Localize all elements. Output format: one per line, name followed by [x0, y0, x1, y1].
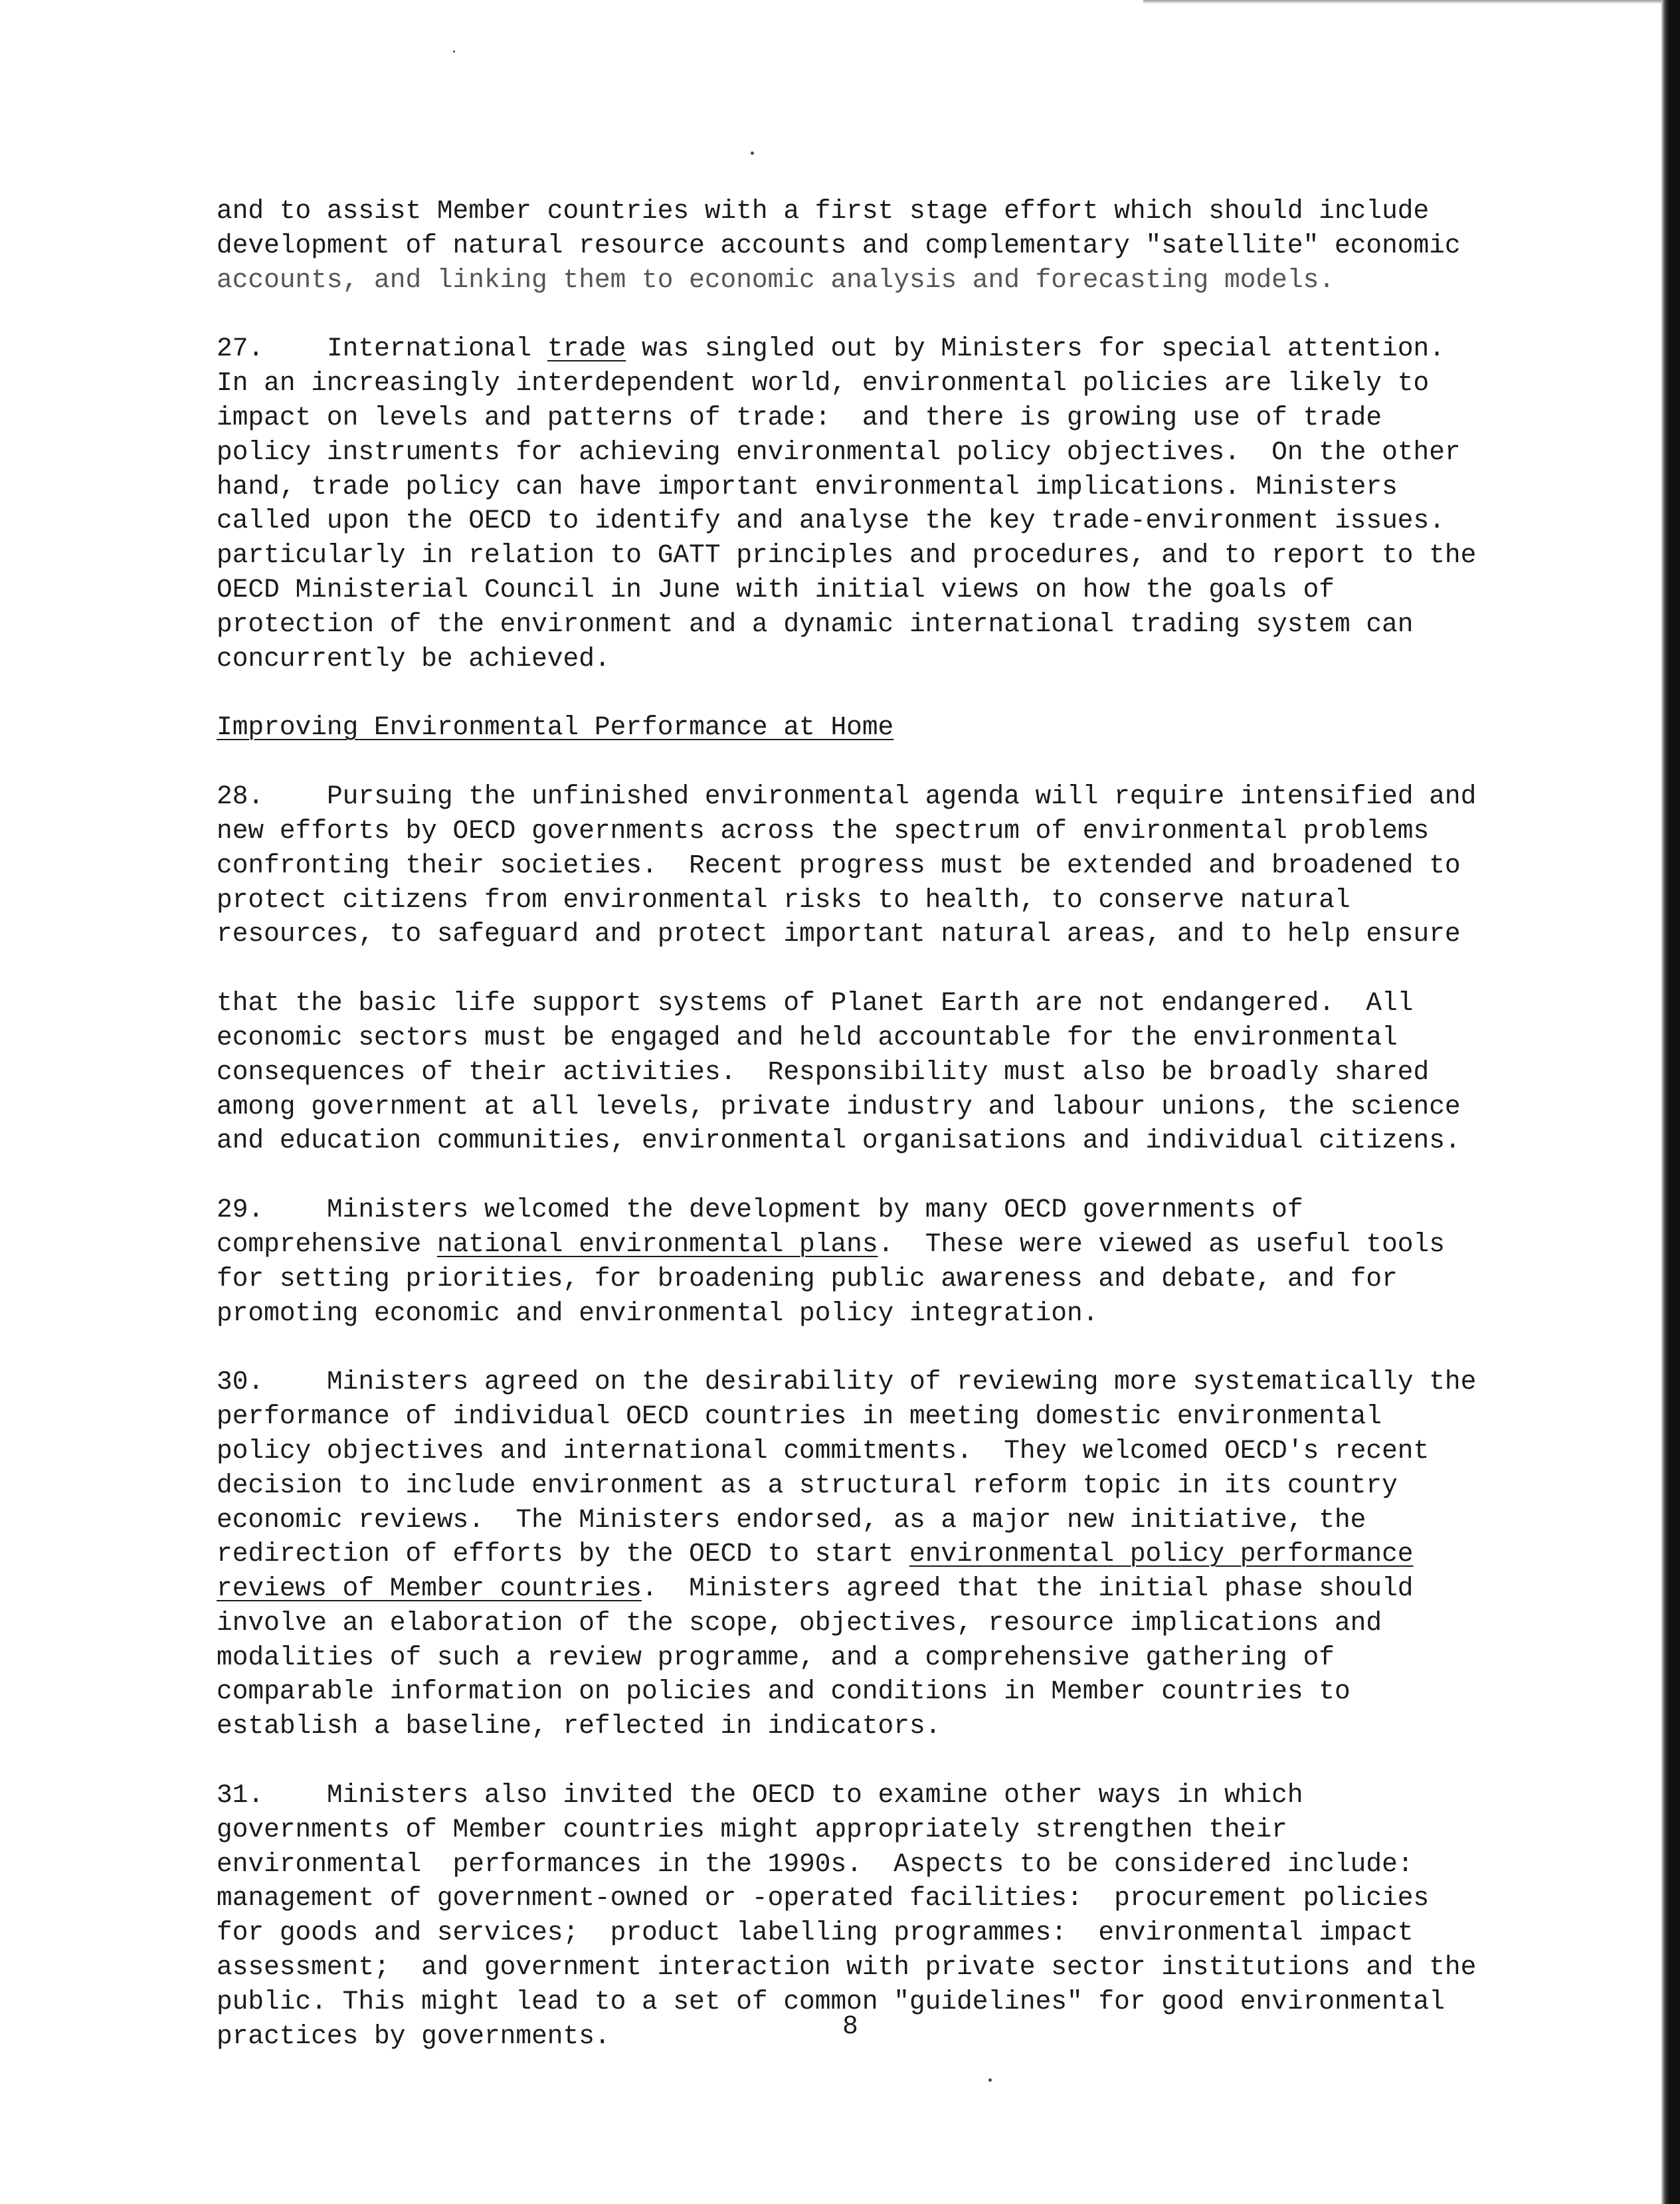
text-line — [217, 917, 1552, 952]
text-line — [217, 1090, 1552, 1124]
text-run: In an increasingly interdependent world, environmental policies are likely to — [217, 368, 1430, 399]
text-line — [217, 1641, 1552, 1675]
paragraph-28-continued — [217, 986, 1552, 1158]
paragraph-number: 30. — [217, 1367, 264, 1397]
text-run: confronting their societies. Recent progress must be extended and broadened to — [217, 850, 1461, 880]
text-run: hand, trade policy can have important environmental implications. Ministers — [217, 471, 1398, 502]
text-line — [217, 1571, 1552, 1606]
text-line — [217, 883, 1552, 918]
text-line — [217, 573, 1552, 607]
text-line — [217, 1674, 1552, 1709]
text-run: resources, to safeguard and protect important natural areas, and to help ensure — [217, 919, 1461, 950]
text-line — [217, 986, 1552, 1021]
paragraph-29 — [217, 1193, 1552, 1330]
underlined-text: national environmental plans — [436, 1229, 878, 1259]
text-run: modalities of such a review programme, and a comprehensive gathering of — [217, 1642, 1335, 1672]
text-line: development of natural resource accounts and complementary "satellite" economic — [217, 230, 1461, 260]
text-run: that the basic life support systems of Planet Earth are not endangered. All — [217, 988, 1414, 1019]
text-run: consequences of their activities. Responsibility must also be broadly shared — [217, 1056, 1430, 1087]
text-line — [217, 2019, 1552, 2054]
text-line — [217, 1503, 1552, 1538]
text-line — [217, 538, 1552, 573]
text-run: particularly in relation to GATT principles and procedures, and to report to the — [217, 540, 1477, 571]
text-line — [217, 814, 1552, 849]
text-run: policy objectives and international commitments. They welcomed OECD's recent — [217, 1435, 1430, 1466]
text-line: and to assist Member countries with a first stage effort which should include — [217, 196, 1430, 226]
body-text — [217, 194, 1552, 2053]
text-run: among government at all levels, private industry and labour unions, the science — [217, 1091, 1461, 1122]
text-line — [217, 332, 1552, 366]
text-run: economic reviews. The Ministers endorsed, as a major new initiative, the — [217, 1504, 1366, 1535]
text-line — [217, 1365, 1552, 1399]
text-run: management of government-owned or -operated facilities: procurement policies — [217, 1883, 1430, 1914]
text-run: new efforts by OECD governments across the spectrum of environmental problems — [217, 815, 1430, 846]
text-line — [217, 1709, 1552, 1744]
text-line — [217, 1606, 1552, 1641]
text-run: economic sectors must be engaged and held accountable for the environmental — [217, 1022, 1398, 1052]
scan-top-edge — [1143, 0, 1661, 4]
text-run: assessment; and government interaction with private sector institutions and the — [217, 1952, 1477, 1983]
text-line — [217, 1881, 1552, 1916]
text-line — [217, 779, 1552, 814]
text-run: redirection of efforts by the OECD to start — [217, 1539, 909, 1569]
text-line — [217, 435, 1552, 470]
text-line: accounts, and linking them to economic analysis and forecasting models. — [217, 264, 1335, 295]
text-run: protect citizens from environmental risks to health, to conserve natural — [217, 884, 1351, 915]
text-run: comprehensive — [217, 1229, 437, 1259]
text-line — [217, 1124, 1552, 1158]
section-heading: Improving Environmental Performance at Home — [217, 712, 894, 743]
underlined-text: environmental policy performance — [909, 1539, 1414, 1569]
text-run: and education communities, environmental organisations and individual citizens. — [217, 1126, 1461, 1156]
scan-speck — [751, 151, 754, 155]
paragraph-number: 27. — [217, 334, 264, 364]
underlined-text: reviews of Member countries — [217, 1573, 642, 1604]
text-run: impact on levels and patterns of trade: and there is growing use of trade — [217, 402, 1382, 433]
text-line — [217, 1055, 1552, 1090]
text-run: Pursuing the unfinished environmental agenda will require intensified and — [326, 781, 1477, 812]
text-line — [217, 366, 1552, 401]
text-line — [217, 401, 1552, 435]
text-line — [217, 1950, 1552, 1985]
underlined-text: trade — [547, 334, 626, 364]
text-line — [217, 1227, 1552, 1262]
text-run: policy instruments for achieving environmental policy objectives. On the other — [217, 437, 1461, 467]
text-line — [217, 470, 1552, 504]
text-line — [217, 607, 1552, 642]
text-line — [217, 1193, 1552, 1227]
text-run: concurrently be achieved. — [217, 643, 610, 674]
text-run: for setting priorities, for broadening public awareness and debate, and for — [217, 1263, 1398, 1294]
text-line — [217, 1296, 1552, 1331]
text-line — [217, 1778, 1552, 1813]
text-run: Ministers agreed on the desirability of reviewing more systematically the — [326, 1367, 1477, 1397]
text-line — [217, 1847, 1552, 1882]
text-run: OECD Ministerial Council in June with initial views on how the goals of — [217, 574, 1335, 605]
paragraph-30 — [217, 1365, 1552, 1744]
text-line — [217, 1468, 1552, 1503]
paragraph-27 — [217, 332, 1552, 676]
text-line — [217, 504, 1552, 538]
text-run: establish a baseline, reflected in indicators. — [217, 1711, 941, 1742]
text-run: protection of the environment and a dynamic international trading system can — [217, 609, 1414, 639]
text-line — [217, 1021, 1552, 1055]
text-run: promoting economic and environmental policy integration. — [217, 1298, 1099, 1328]
text-line — [217, 1434, 1552, 1468]
text-run: Ministers also invited the OECD to examine other ways in which — [326, 1780, 1303, 1811]
text-run: for goods and services; product labelling programmes: environmental impact — [217, 1918, 1414, 1948]
paragraph-28 — [217, 779, 1552, 952]
scan-speck — [453, 50, 455, 52]
continuation-paragraph — [217, 194, 1552, 297]
scan-speck — [988, 2078, 992, 2082]
text-run: . Ministers agreed that the initial phase should — [642, 1573, 1414, 1604]
paragraph-number: 28. — [217, 781, 264, 812]
text-line — [217, 642, 1552, 676]
text-run: . These were viewed as useful tools — [878, 1229, 1445, 1259]
text-line — [217, 1985, 1552, 2019]
text-line — [217, 1537, 1552, 1571]
text-run: was singled out by Ministers for special attention. — [626, 334, 1445, 364]
text-run: International — [326, 334, 547, 364]
text-run: called upon the OECD to identify and analyse the key trade-environment issues. — [217, 506, 1445, 536]
paragraph-number: 31. — [217, 1780, 264, 1811]
text-run: comparable information on policies and conditions in Member countries to — [217, 1676, 1351, 1707]
text-run: Ministers welcomed the development by many OECD governments of — [326, 1195, 1303, 1225]
text-line — [217, 1916, 1552, 1950]
text-run: decision to include environment as a structural reform topic in its country — [217, 1470, 1398, 1500]
scan-binding-edge — [1661, 0, 1680, 2204]
text-line — [217, 1399, 1552, 1434]
paragraph-31 — [217, 1778, 1552, 2053]
text-run: public. This might lead to a set of common "guidelines" for good environmental — [217, 1986, 1445, 2017]
text-line — [217, 849, 1552, 883]
text-run: involve an elaboration of the scope, objectives, resource implications and — [217, 1607, 1382, 1638]
text-run: practices by governments. — [217, 2021, 610, 2051]
page-number: 8 — [842, 2011, 858, 2041]
text-line — [217, 1813, 1552, 1847]
text-run: governments of Member countries might appropriately strengthen their — [217, 1814, 1287, 1845]
text-run: performance of individual OECD countries in meeting domestic environmental — [217, 1401, 1382, 1432]
paragraph-number: 29. — [217, 1195, 264, 1225]
text-line — [217, 1262, 1552, 1296]
text-run: environmental performances in the 1990s. Aspects to be considered include: — [217, 1849, 1414, 1879]
